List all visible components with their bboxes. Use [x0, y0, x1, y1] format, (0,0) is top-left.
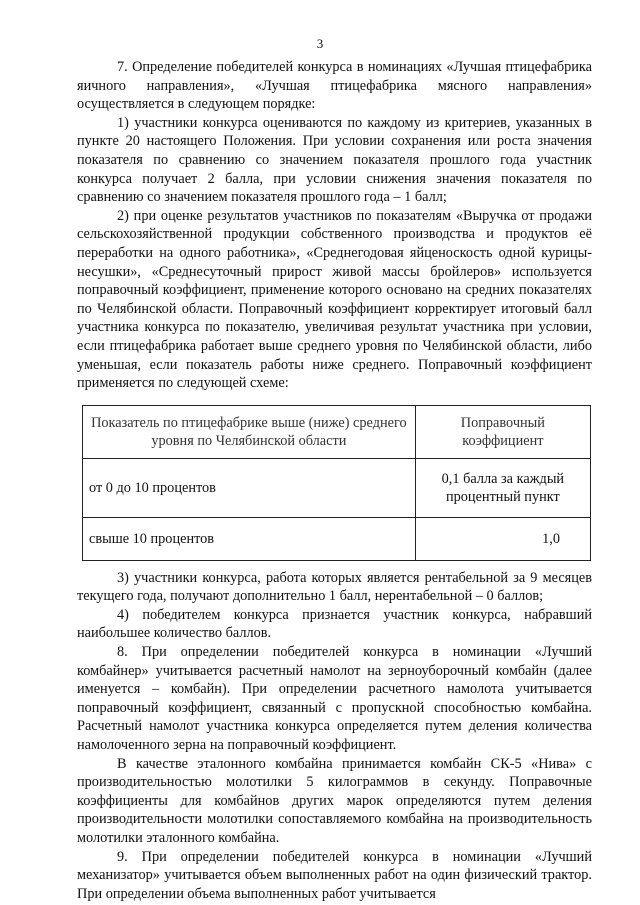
paragraph-9: 9. При определении победителей конкурса в номинации «Лучший механизатор» учитывается объем выполненных работ на один физический трактор. При определении объема выполненных работ учитывается	[77, 848, 592, 902]
coefficient-table-wrapper	[82, 405, 591, 561]
table-cell-coefficient: 0,1 балла за каждый процентный пункт	[415, 458, 590, 517]
document-body	[77, 58, 592, 903]
table-cell-range: свыше 10 процентов	[83, 517, 416, 560]
paragraph-7-item-3: 3) участники конкурса, работа которых является рентабельной за 9 месяцев текущего года, получают дополнительно 1 балл, нерентабельной – 0 баллов;	[77, 569, 592, 605]
paragraph-7-item-4: 4) победителем конкурса признается участник конкурса, набравший наибольшее количество баллов.	[77, 606, 592, 642]
page-number: 3	[316, 36, 324, 51]
table-header-row	[83, 405, 591, 458]
table-header-coefficient: Поправочный коэффициент	[415, 405, 590, 458]
table-row	[83, 517, 591, 560]
paragraph-8-continued: В качестве эталонного комбайна принимается комбайн СК-5 «Нива» с производительностью молотилки 5 килограммов в секунду. Поправочные коэффициенты для комбайнов других марок определяются путем деления производительности молотилки сопоставляемого комбайна на производительность молотилки эталонного комбайна.	[77, 755, 592, 846]
table-row	[83, 458, 591, 517]
coefficient-table	[82, 405, 591, 561]
table-header-indicator: Показатель по птицефабрике выше (ниже) среднего уровня по Челябинской области	[83, 405, 416, 458]
paragraph-7-item-1: 1) участники конкурса оцениваются по каждому из критериев, указанных в пункте 20 настоящего Положения. При условии сохранения или роста значения показателя по сравнению со значением показателя прошлого года участник конкурса получает 2 балла, при условии снижения значения показателя по сравнению со значением показателя прошлого года – 1 балл;	[77, 114, 592, 206]
paragraph-7-item-2: 2) при оценке результатов участников по показателям «Выручка от продажи сельскохозяйственной продукции собственного производства и продуктов её переработки на одного работника», «Среднегодовая яйценоскость одной курицы-несушки», «Среднесуточный прирост живой массы бройлеров» используется поправочный коэффициент, применение которого основано на средних показателях по Челябинской области. Поправочный коэффициент корректирует итоговый балл участника конкурса по показателю, увеличивая результат участника при условии, если птицефабрика работает выше среднего уровня по Челябинской области, либо уменьшая, если показатель работы ниже среднего. Поправочный коэффициент применяется по следующей схеме:	[77, 207, 592, 392]
paragraph-8: 8. При определении победителей конкурса в номинации «Лучший комбайнер» учитывается расчетный намолот на зерноуборочный комбайн (далее именуется – комбайн). При определении расчетного намолота учитывается поправочный коэффициент, связанный с пропускной способностью комбайна. Расчетный намолот участника конкурса определяется путем деления количества намолоченного зерна на поправочный коэффициент.	[77, 644, 592, 754]
table-cell-coefficient: 1,0	[415, 517, 590, 560]
paragraph-7: 7. Определение победителей конкурса в номинациях «Лучшая птицефабрика яичного направления», «Лучшая птицефабрика мясного направления» осуществляется в следующем порядке:	[77, 59, 592, 113]
table-cell-range: от 0 до 10 процентов	[83, 458, 416, 517]
